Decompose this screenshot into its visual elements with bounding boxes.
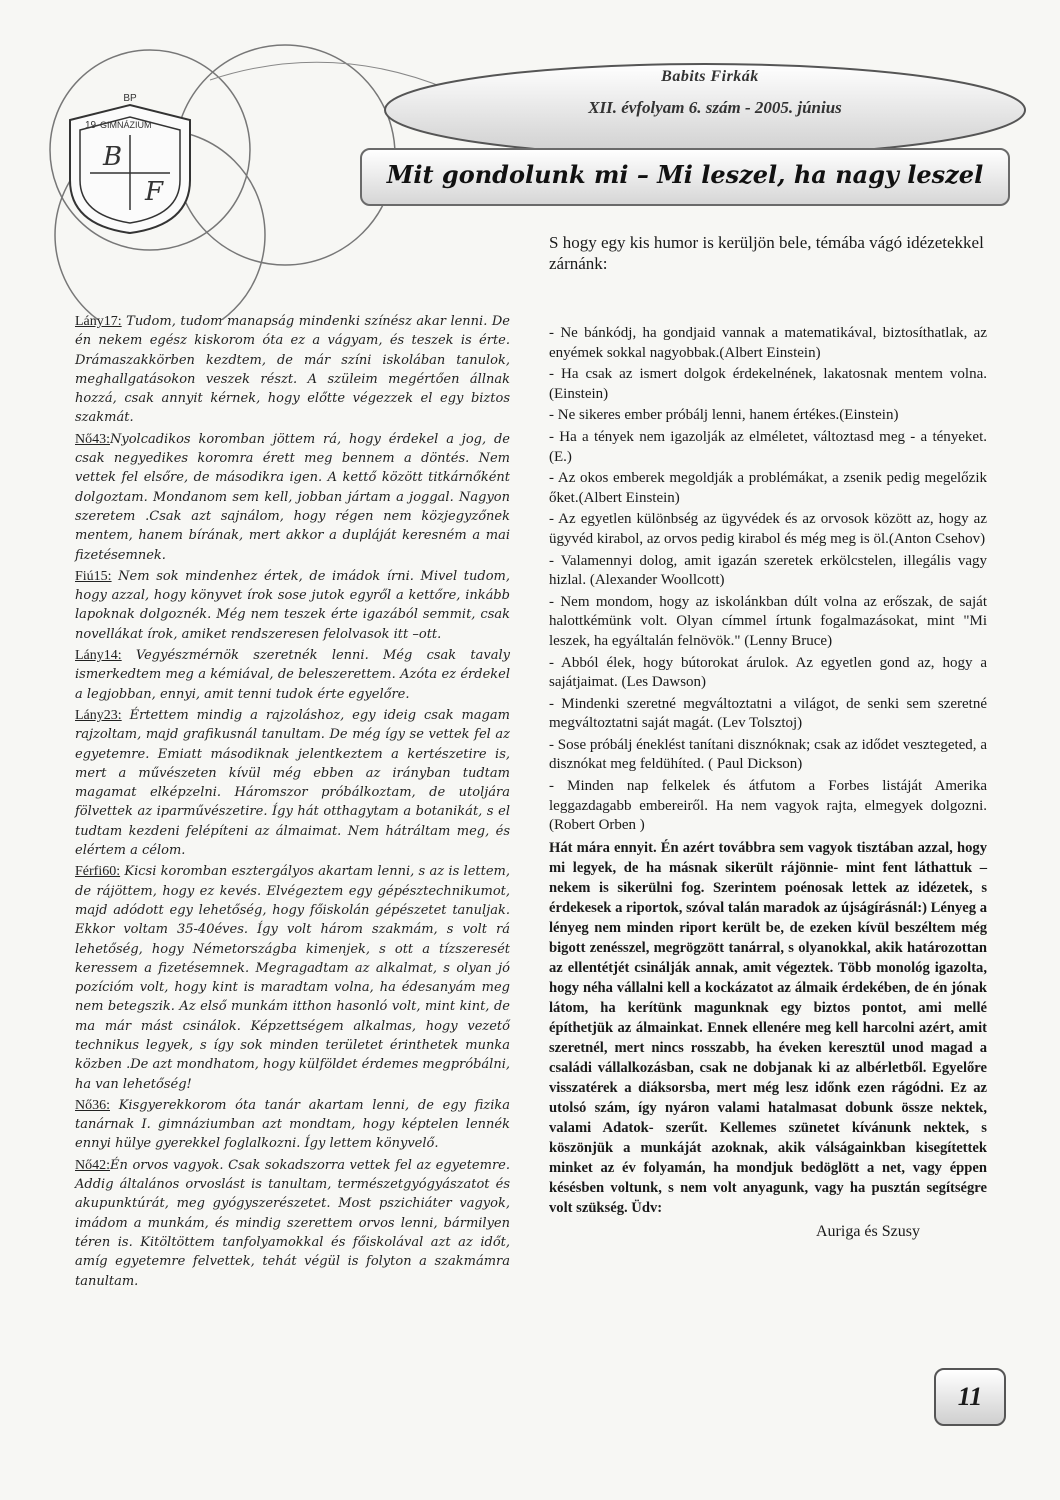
interview-text: Nyolcadikos koromban jöttem rá, hogy érdekel a jog, de csak negyedikes koromra érett meg bennem a döntés. Nem vettek fel elsőre, de másodikra igen. A kettő között titkárnőként dolgoztam. Mondanom sem kell, jobban jártam a joggal. Nagyon szeretem .Csak azt sajnálom, hogy régen nem közjegyzőnek mentem, hanem bírának, mert akkor a dupláját keresném a mai fizetésemnek. (75, 431, 510, 563)
interview-entry (75, 862, 510, 1094)
interview-text: Értettem mindig a rajzoláshoz, egy ideig csak magam rajzoltam, majd grafikusnál tanultam. De még így se vettek fel az egyetemre. Emiatt másodiknak jelentkeztem a kertészetire is, mert a művészeten kívül még ebben az irányban tudtam magamat elképzelni. Háromszor próbálkoztam, de utoljára fölvettek az iparművészetire. Így hát otthagytam a botanikát, s el tudtam kezdeni felépíteni az álmaimat. Nem hátráltam meg, és elértem a célom. (75, 707, 510, 859)
quote-item: - Nem mondom, hogy az iskolánkban dúlt volna az erőszak, de saját halottkémünk volt. Olyan címmel írtunk fogalmazásokat, mint "Mi leszek, ha egyáltalán felnövök." (Lenny Bruce) (549, 593, 987, 649)
interview-entry (75, 706, 510, 860)
quote-item: - Valamennyi dolog, amit igazán szeretek erkölcstelen, illegális vagy hizlal. (Alexander Woollcott) (549, 552, 987, 589)
quote-item: - Ha a tények nem igazolják az elméletet, változtasd meg - a tényeket.(E.) (549, 428, 987, 465)
issue-line: XII. évfolyam 6. szám - 2005. június (588, 98, 842, 117)
interview-entry (75, 1156, 510, 1291)
quote-item: - Mindenki szeretné megváltoztatni a világot, de senki sem szeretné megváltoztatni saját magát. (Lev Tolsztoj) (549, 695, 987, 732)
interview-text: Vegyészmérnök szeretnék lenni. Még csak tavaly ismerkedtem meg a kémiával, de beleszerettem. Azóta ez érdekel a legjobban, ennyi, amit tenni tudok érte egyelőre. (75, 648, 510, 702)
quotes-column (549, 232, 987, 1241)
speaker-label: Lány14: (75, 648, 122, 664)
quote-item: - Az okos emberek megoldják a problémákat, a zsenik pedig megelőzik őket.(Albert Einstein) (549, 470, 987, 506)
logo-f-letter: F (145, 177, 164, 207)
magazine-title: Babits Firkák (661, 68, 759, 85)
school-logo (55, 85, 205, 235)
interview-entry (75, 312, 510, 428)
speaker-label: Nő42: (75, 1157, 110, 1173)
speaker-label: Lány23: (75, 707, 122, 723)
speaker-label: Férfi60: (75, 864, 121, 880)
interview-text: Tudom, tudom manapság mindenki színész akar lenni. De én nekem egész kiskorom óta ez a vágyam, és teszek is érte. Drámaszakkörben kezdtem, de már színi iskolában tanulok, meghallgatásokon veszek részt. A szüleim megértően állnak hozzá, csak annyit kérnek, hogy előtte végezzek el egy biztos szakmát. (75, 314, 510, 426)
quote-item: - Ha csak az ismert dolgok érdekelnének, lakatosnak mentem volna.(Einstein) (549, 366, 987, 402)
quote-item: - Az egyetlen különbség az ügyvédek és az orvosok között az, hogy az ügyvéd kirabol, az orvos pedig kirabol és még meg is öl.(Anton Csehov) (549, 511, 987, 547)
logo-top-text: BP (123, 93, 137, 104)
page-number-box (934, 1368, 1006, 1426)
page-number: 11 (957, 1382, 983, 1411)
interview-column (75, 312, 510, 1293)
logo-b-letter: B (103, 142, 123, 172)
quote-item: - Minden nap felkelek és átfutom a Forbes listáját Amerika leggazdagabb embereiről. Ha nem vagyok rajta, elmegyek dolgozni. (Robert Orben ) (549, 778, 987, 834)
closing-paragraph: Hát mára ennyit. Én azért továbbra sem vagyok tisztában azzal, hogy mi legyek, de ha másnak sikerült rájönnie- mint fent láthattuk – nekem is sikerülni fog. Szerintem poénosak lettek az idézetek, s érdekesek a riportok, szóval talán maradok az újságírásnál:) Lényeg a lényeg nem minden riport került be, de ezeken kívül beszéltem még bigott zenésszel, megrögzött tanárral, s olyanokkal, akik határozottan az ellentétjét csinálják annak, amit végeztek. Több monológ igazolta, hogy néha vállalni kell a kockázatot az álmaik érdekében, de én jónak látom, ha kerítünk magunknak egy biztos pontot, ami mellé építhetjük az álmainkat. Ennek ellenére meg kell harcolni azért, amit szeretnél, mert nincs rosszabb, ha éveken keresztül unod magad a családi vállalkozásban, csak ne dobjanak ki az albérletből. Egyelőre visszatérek a diáksorsba, mert még lesz időnk ezen rágódni. Ez az utolsó szám, így nyáron valami hatalmasat dobunk össze nektek, valami Adatok- szerűt. Kellemes szünetet kívánunk nektek, s köszönjük a munkáját azoknak, akik válságainkban kisegítettek minket az év folyamán, ha mondjuk bedöglött a net, vagy éppen késésben voltunk, s nem volt anyagunk, vagy ha pusztán segítségre volt szükség. Üdv: (549, 839, 987, 1216)
speaker-label: Lány17: (75, 314, 122, 329)
interview-text: Kicsi koromban esztergályos akartam lenni, s az is lettem, de rájöttem, hogy ez kevés. Elvégeztem egy gépésztechnikumot, majd adódott egy lehetőség, hogy főiskolán gépészetet tanuljak. Ekkor voltam 35-40éves. Így volt három szakmám, s volt rá lehetőség, hogy Németországba kimenjek, s ott a tízszeresét keressem a fizetésemnek. Megragadtam az alkalmat, s olyan jó pozícióm volt, hogy kint is maradtam volna, ha édesanyám meg nem betegszik. Az első munkám itthon hasonló volt, mint kint, de ma már mást csinálok. Képzettségem alkalmas, hogy vezető technikus legyek, s így sok minden területet érinthetek munka közben .De azt mondhatom, hogy külföldet érdemes megpróbálni, ha van lehetőség! (75, 864, 510, 1092)
interview-text: Kisgyerekkorom óta tanár akartam lenni, de egy fizika tanárnak I. gimnáziumban azt mondtam, hogy képtelen lennék ennyi hülye gyerekkel foglalkozni. Így lettem könyvelő. (75, 1097, 510, 1152)
speaker-label: Nő36: (75, 1097, 110, 1113)
interview-entry (75, 1096, 510, 1154)
interview-text: Én orvos vagyok. Csak sokadszorra vettek fel az egyetemre. Addig általános orvoslást is tanultam, természetgyógyászatot és akupunktúrát, meg gyógyszerészetet. Most pszichiáter vagyok, imádom a munkám, és mindig szerettem orvos lenni, bármilyen téren is. Kitöltöttem tanfolyamokkal és főiskolával azt az időt, amíg egyetemre felvettek, tehát végül is folyton a szakmámra tanultam. (75, 1157, 510, 1289)
interview-entry (75, 646, 510, 704)
quote-item: - Abból élek, hogy bútorokat árulok. Az egyetlen gond az, hogy a sajátjaimat. (Les Dawson) (549, 654, 987, 691)
article-banner (360, 148, 1010, 206)
logo-school-text: GIMNÁZIUM (100, 120, 152, 130)
speaker-label: Fiú15: (75, 568, 112, 584)
interview-text: Nem sok mindenhez értek, de imádok írni. Mivel tudom, hogy azzal, hogy könyvet írok sose jutok egyről a kettőre, inkább lapoknak dolgoznék. Még nem teszek érte igazából semmit, csak novellákat írok, amiket rendszeresen felolvasok itt –ott. (75, 568, 510, 642)
quote-item: - Ne bánkódj, ha gondjaid vannak a matematikával, biztosíthatlak, az enyémek sokkal nagyobbak.(Albert Einstein) (549, 325, 987, 361)
article-title: Mit gondolunk mi – Mi leszel, ha nagy leszel (386, 160, 984, 189)
speaker-label: Nő43: (75, 431, 110, 447)
quote-item: - Sose próbálj éneklést tanítani disznóknak; csak az idődet vesztegeted, a disznókat meg feldühíted. ( Paul Dickson) (549, 736, 987, 773)
logo-num-text: 19 (85, 120, 97, 131)
interview-entry (75, 567, 510, 644)
quotes-intro: S hogy egy kis humor is kerüljön bele, témába vágó idézetekkel zárnánk: (549, 233, 984, 273)
quote-item: - Ne sikeres ember próbálj lenni, hanem értékes.(Einstein) (549, 407, 899, 424)
author-signature: Auriga és Szusy (816, 1222, 920, 1240)
interview-entry (75, 430, 510, 565)
